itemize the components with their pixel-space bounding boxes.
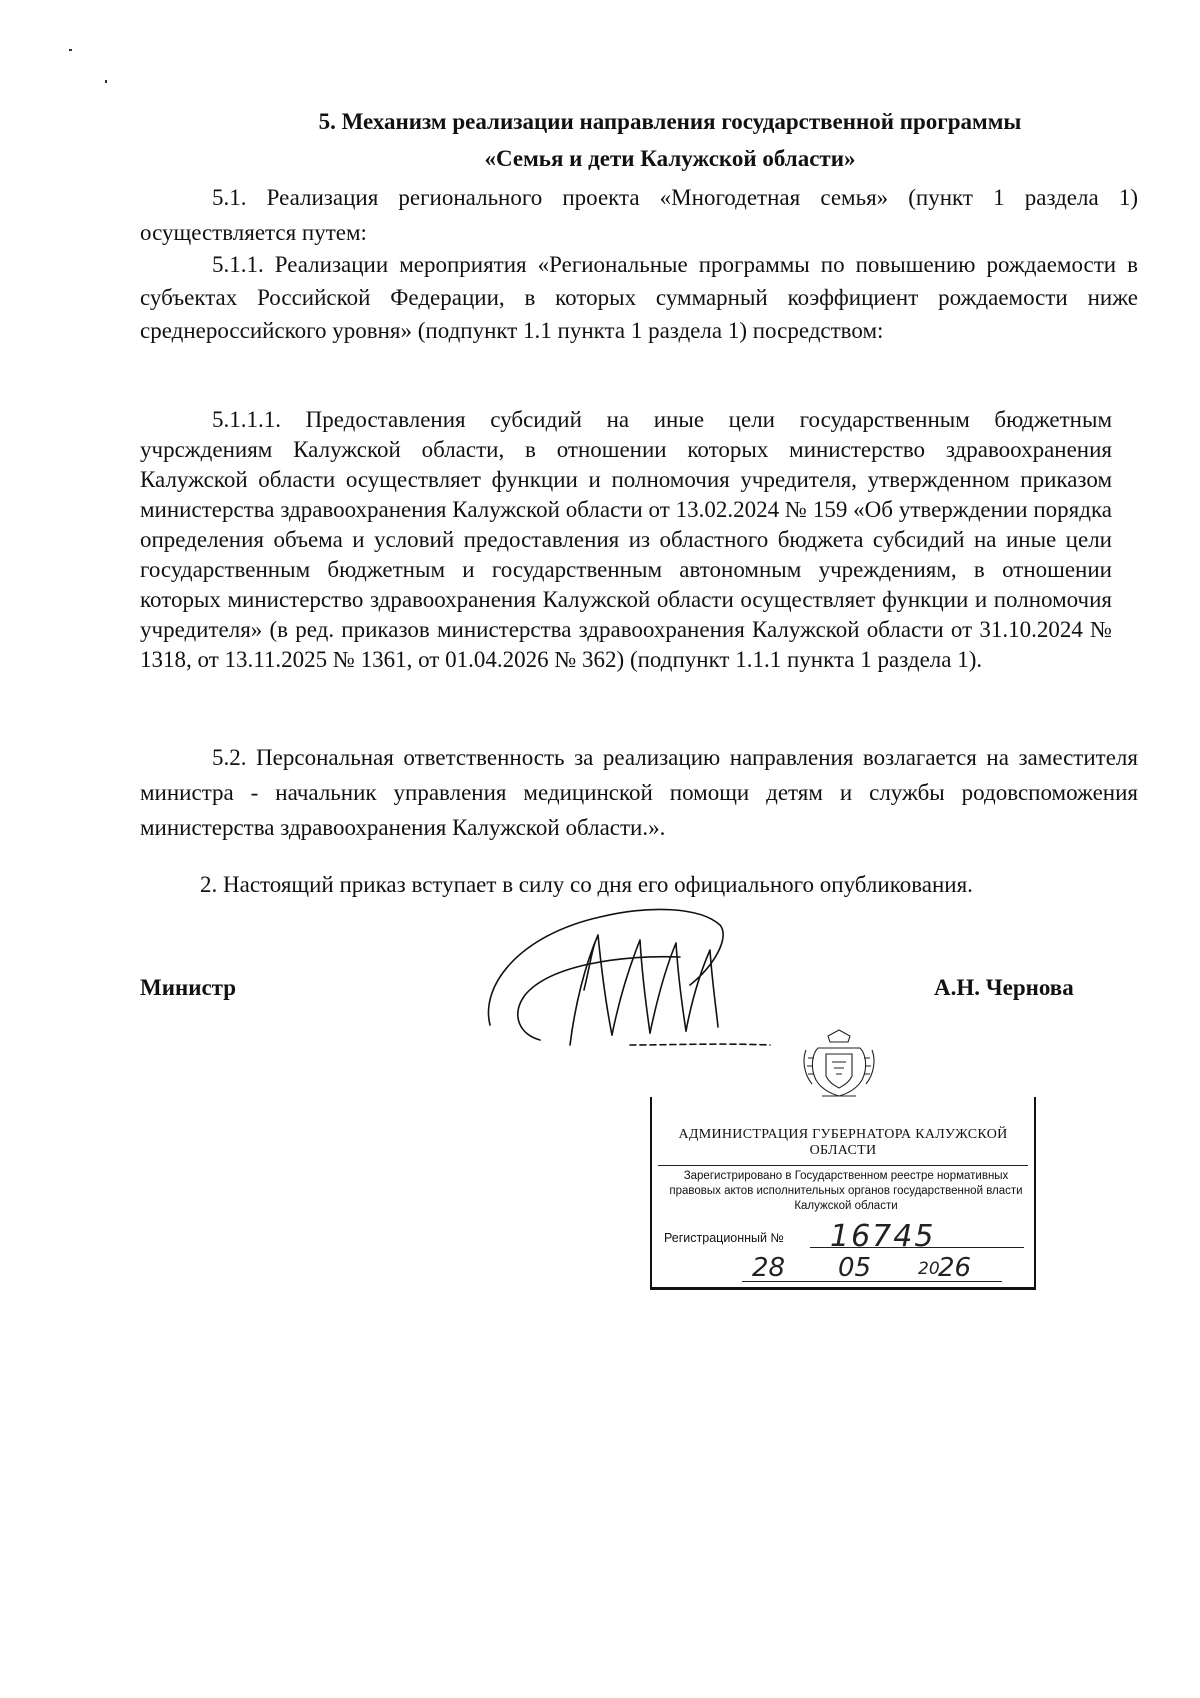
stamp-text-line: правовых актов исполнительных органов государственной власти xyxy=(669,1185,1023,1197)
paragraph-5-1: 5.1. Реализация регионального проекта «Многодетная семья» (пункт 1 раздела 1) осуществляется путем: xyxy=(140,185,1138,245)
paragraph-5-2: 5.2. Персональная ответственность за реализацию направления возлагается на заместителя министра - начальник управления медицинской помощи детям и службы родовспоможения министерства здравоохранения Калужской области.». xyxy=(140,745,1138,840)
scan-speck xyxy=(69,49,72,51)
registration-date-year-prefix: 20 xyxy=(918,1259,940,1279)
signatory-name: А.Н. Чернова xyxy=(934,975,1074,1000)
registration-date-underline xyxy=(742,1281,1002,1282)
stamp-text-line: Калужской области xyxy=(794,1200,898,1212)
scan-speck xyxy=(105,80,107,83)
registration-number-row xyxy=(664,1219,1024,1254)
stamp-header: АДМИНИСТРАЦИЯ ГУБЕРНАТОРА КАЛУЖСКОЙ ОБЛАСТИ xyxy=(658,1127,1028,1166)
handwritten-signature xyxy=(480,895,800,1055)
registration-date-row xyxy=(742,1253,1002,1281)
registration-number-label: Регистрационный № xyxy=(664,1231,784,1245)
section-title-line1: 5. Механизм реализации направления государственной программы xyxy=(318,109,1022,134)
paragraph-5-1-1: 5.1.1. Реализации мероприятия «Региональные программы по повышению рождаемости в субъектах Российской Федерации, в которых суммарный коэффициент рождаемости ниже среднероссийского уровня» (подпункт 1.1 пункта 1 раздела 1) посредством: xyxy=(140,252,1138,343)
paragraph-2: 2. Настоящий приказ вступает в силу со дня его официального опубликования. xyxy=(200,872,973,897)
registration-date-day: 28 xyxy=(752,1253,786,1283)
registration-date-month: 05 xyxy=(838,1253,872,1283)
registration-number-underline xyxy=(810,1247,1024,1248)
coat-of-arms-emblem-icon xyxy=(798,1028,880,1100)
registration-date-year-suffix: 26 xyxy=(938,1253,972,1283)
registration-stamp xyxy=(650,1097,1036,1290)
section-title-line2: «Семья и дети Калужской области» xyxy=(484,146,856,171)
stamp-registration-text xyxy=(668,1169,1024,1214)
registration-number-value: 16745 xyxy=(830,1219,936,1254)
paragraph-5-1-1-1: 5.1.1.1. Предоставления субсидий на иные цели государственным бюджетным учрсждениям Калужской области, в отношении которых министерство здравоохранения Калужской области осуществляет функции и полномочия учредителя, утвержденном приказом министерства здравоохранения Калужской области от 13.02.2024 № 159 «Об утверждении порядка определения объема и условий предоставления из областного бюджета субсидий на иные цели государственным бюджетным и государственным автономным учреждениям, в отношении которых министерство здравоохранения Калужской области осуществляет функции и полномочия учредителя» (в ред. приказов министерства здравоохранения Калужской области от 31.10.2024 № 1318, от 13.11.2025 № 1361, от 01.04.2026 № 362) (подпункт 1.1.1 пункта 1 раздела 1). xyxy=(140,407,1112,672)
stamp-text-line: Зарегистрировано в Государственном реестре нормативных xyxy=(683,1170,1009,1182)
signatory-position: Министр xyxy=(140,975,237,1000)
